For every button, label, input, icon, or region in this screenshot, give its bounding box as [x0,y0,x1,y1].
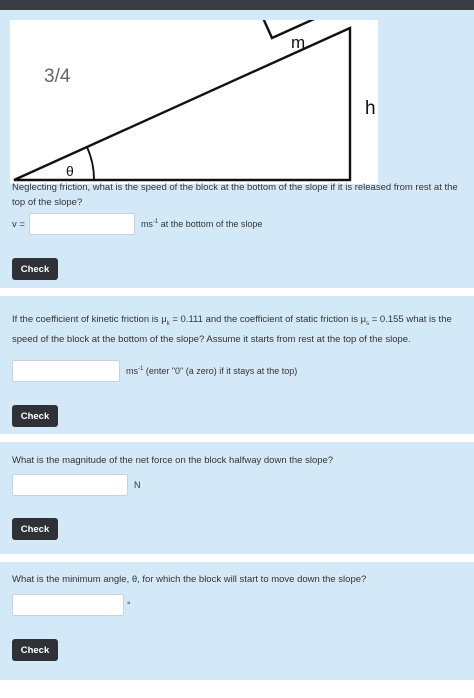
top-bar [0,0,474,10]
angle-label: θ [66,163,74,179]
unit-label-4: ° [127,600,131,610]
unit-label-3: N [134,480,141,490]
question-3-text: What is the magnitude of the net force on the block halfway down the slope? [12,455,334,466]
question-panel-1 [0,10,474,288]
question-panel-4 [0,562,474,680]
question-4-text: What is the minimum angle, θ, for which the block will start to move down the slope? [12,574,367,585]
slope-diagram [10,20,378,184]
fraction-label: 3/4 [44,66,71,87]
answer-input-1[interactable] [29,213,135,235]
question-1-text: Neglecting friction, what is the speed of the block at the bottom of the slope if it is released from rest at the top of the slope? [12,182,458,208]
question-2-text: If the coefficient of kinetic friction is $\mu_k = 0.111$ and the coefficient of static friction is $\mu_s = 0.155$ what is the speed of the block at the bottom of the slope? Assume it starts from rest at the top of the slope. [12,314,452,345]
mass-label: m [291,33,306,52]
answer-row-2 [12,360,297,382]
slope-figure [10,20,378,184]
check-button-3[interactable]: Check [12,518,58,540]
answer-input-4[interactable] [12,594,124,616]
question-panel-2 [0,296,474,434]
velocity-label: v = [12,218,25,230]
question-panel-3 [0,442,474,554]
answer-row-4 [12,594,131,616]
unit-label-2: $ms^{-1}$ (enter "0" (a zero) if it stays at the top) [126,366,298,376]
answer-row-3 [12,474,141,496]
check-button-4[interactable]: Check [12,639,58,661]
answer-input-3[interactable] [12,474,128,496]
check-button-2[interactable]: Check [12,405,58,427]
check-button-1[interactable]: Check [12,258,58,280]
height-label: h [365,98,376,119]
unit-label-1: $ms^{-1}$ at the bottom of the slope [140,219,263,229]
block-m [261,20,314,38]
angle-arc [87,147,94,180]
answer-row-1 [12,213,262,235]
answer-input-2[interactable] [12,360,120,382]
